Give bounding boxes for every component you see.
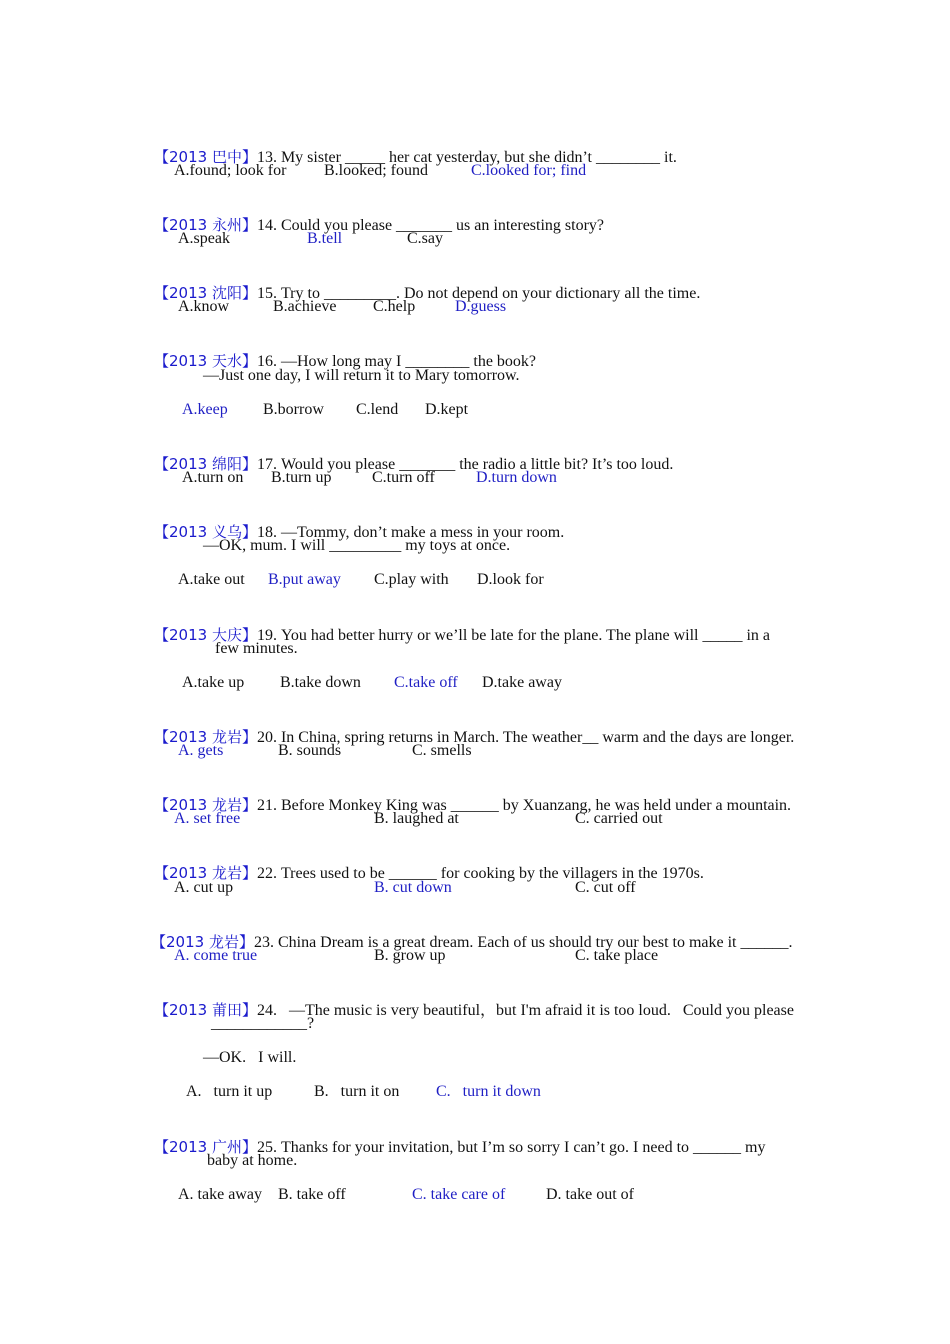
question-stem: 25. Thanks for your invitation, but I’m so sorry I can’t go. I need to ______ my — [256, 1139, 766, 1156]
question-stem-continued: few minutes. — [215, 640, 298, 657]
question-stem-continued: ____________? — [211, 1015, 315, 1032]
source-tag: 【2013 义乌】 — [154, 523, 257, 541]
option-c: C.turn off — [372, 469, 435, 486]
option-b: B. take off — [278, 1186, 346, 1203]
option-d-answer: D.turn down — [476, 469, 557, 486]
question-stem-continued: —OK, mum. I will _________ my toys at once. — [203, 537, 511, 554]
option-b-answer: B.tell — [307, 230, 343, 247]
question-stem: 19. You had better hurry or we’ll be late for the plane. The plane will _____ in a — [256, 627, 771, 644]
question-stem: 16. —How long may I ________ the book? — [256, 353, 537, 370]
option-b: B. sounds — [278, 742, 342, 759]
question-stem: 22. Trees used to be ______ for cooking by the villagers in the 1970s. — [256, 865, 704, 882]
source-tag: 【2013 天水】 — [154, 352, 257, 370]
option-a-answer: A.keep — [182, 401, 228, 418]
question-stem: 14. Could you please _______ us an interesting story? — [256, 217, 605, 234]
option-c: C.play with — [374, 571, 449, 588]
option-c: C.help — [373, 298, 416, 315]
option-a: A.know — [178, 298, 230, 315]
option-d-answer: D.guess — [455, 298, 507, 315]
source-tag: 【2013 广州】 — [154, 1138, 257, 1156]
option-a-answer: A. come true — [174, 947, 258, 964]
question-stem: 20. In China, spring returns in March. The weather__ warm and the days are longer. — [256, 729, 795, 746]
option-b: B.achieve — [273, 298, 337, 315]
option-c-answer: C.take off — [394, 674, 458, 691]
option-a-answer: A. gets — [178, 742, 224, 759]
option-a: A.found; look for — [174, 162, 287, 179]
option-c-answer: C.looked for; find — [471, 162, 587, 179]
option-c-answer: C. turn it down — [436, 1083, 541, 1100]
question-stem: 23. China Dream is a great dream. Each of us should try our best to make it ______. — [253, 934, 793, 951]
source-tag: 【2013 龙岩】 — [154, 728, 257, 746]
option-d: D.look for — [477, 571, 544, 588]
source-tag: 【2013 巴中】 — [154, 148, 257, 166]
option-a: A.speak — [178, 230, 230, 247]
question-stem: 17. Would you please _______ the radio a little bit? It’s too loud. — [256, 456, 674, 473]
question-stem: 21. Before Monkey King was ______ by Xuanzang, he was held under a mountain. — [256, 797, 792, 814]
option-c: C. take place — [575, 947, 659, 964]
source-tag: 【2013 大庆】 — [154, 626, 257, 644]
option-a: A. turn it up — [186, 1083, 273, 1100]
option-d: D.take away — [482, 674, 562, 691]
option-c: C. cut off — [575, 879, 636, 896]
question-stem-response: —OK. I will. — [203, 1049, 297, 1066]
source-tag: 【2013 沈阳】 — [154, 284, 257, 302]
option-b: B.borrow — [263, 401, 324, 418]
option-a: A.turn on — [182, 469, 244, 486]
option-a: A. take away — [178, 1186, 262, 1203]
source-tag: 【2013 莆田】 — [154, 1001, 257, 1019]
question-stem-continued: baby at home. — [207, 1152, 298, 1169]
option-b: B.looked; found — [324, 162, 428, 179]
option-b: B. laughed at — [374, 810, 459, 827]
option-b-answer: B.put away — [268, 571, 341, 588]
source-tag: 【2013 龙岩】 — [154, 796, 257, 814]
option-a-answer: A. set free — [174, 810, 241, 827]
source-tag: 【2013 永州】 — [154, 216, 257, 234]
question-stem: 13. My sister _____ her cat yesterday, but she didn’t ________ it. — [256, 149, 677, 166]
option-b: B. grow up — [374, 947, 446, 964]
option-c: C. smells — [412, 742, 472, 759]
option-a: A. cut up — [174, 879, 234, 896]
option-a: A.take up — [182, 674, 245, 691]
option-b-answer: B. cut down — [374, 879, 452, 896]
option-c: C. carried out — [575, 810, 663, 827]
question-stem: 18. —Tommy, don’t make a mess in your room. — [256, 524, 565, 541]
source-tag: 【2013 绵阳】 — [154, 455, 257, 473]
source-tag: 【2013 龙岩】 — [154, 864, 257, 882]
option-c-answer: C. take care of — [412, 1186, 506, 1203]
option-c: C.say — [407, 230, 443, 247]
source-tag: 【2013 龙岩】 — [151, 933, 254, 951]
question-stem: 24. —The music is very beautiful，but I'm afraid it is too loud. Could you please — [256, 1002, 794, 1019]
question-15 — [146, 263, 700, 304]
option-d: D. take out of — [546, 1186, 634, 1203]
option-b: B.take down — [280, 674, 361, 691]
option-a: A.take out — [178, 571, 245, 588]
option-b: B. turn it on — [314, 1083, 400, 1100]
question-21 — [146, 775, 791, 816]
question-stem: 15. Try to _________. Do not depend on your dictionary all the time. — [256, 285, 701, 302]
option-d: D.kept — [425, 401, 469, 418]
option-b: B.turn up — [271, 469, 332, 486]
option-c: C.lend — [356, 401, 399, 418]
question-stem-continued: —Just one day, I will return it to Mary tomorrow. — [203, 367, 520, 384]
